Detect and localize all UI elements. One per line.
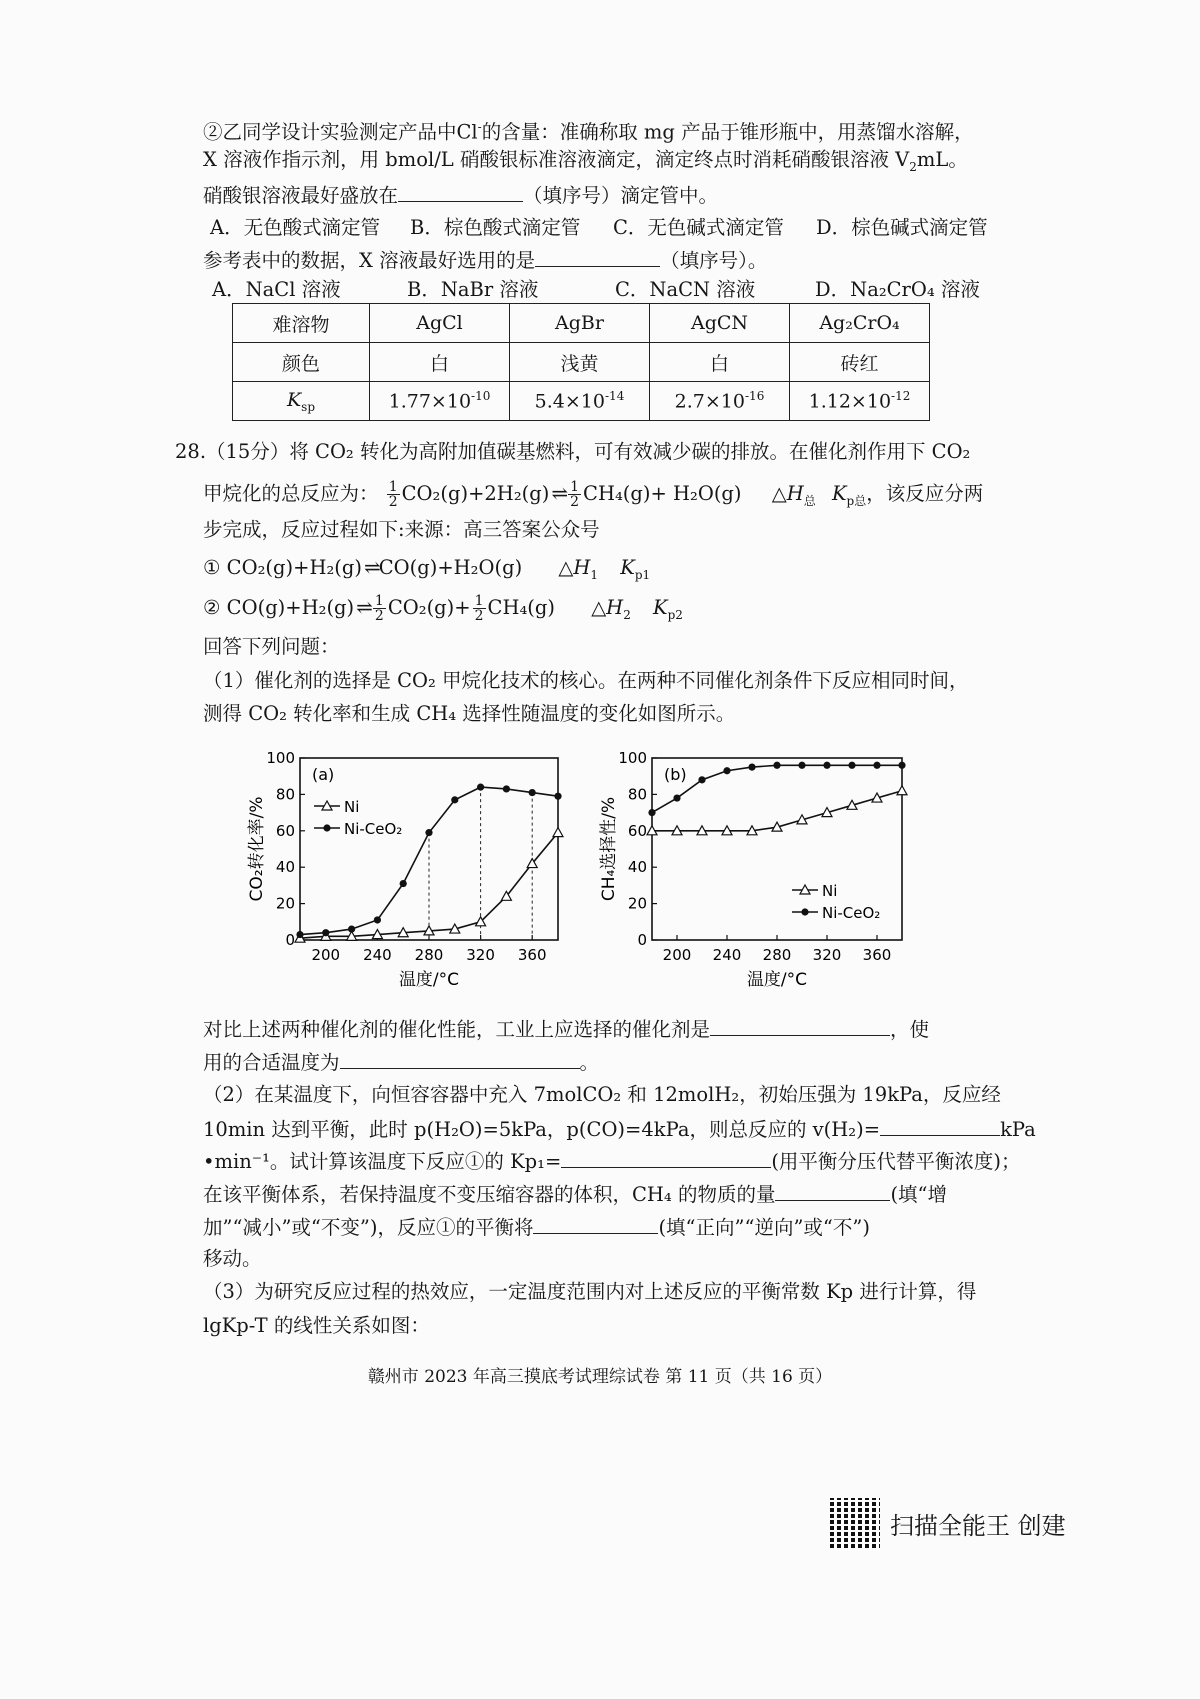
legend-marker xyxy=(323,824,330,831)
subquestion-1-line-1: （1）催化剂的选择是 CO₂ 甲烷化技术的核心。在两种不同催化剂条件下反应相同时间， xyxy=(203,669,969,692)
subquestion-3-line-1: （3）为研究反应过程的热效应，一定温度范围内对上述反应的平衡常数 Kp 进行计算，得 xyxy=(203,1280,977,1303)
y-tick-label: 100 xyxy=(266,749,295,767)
data-point xyxy=(897,786,907,795)
para-line-2: X 溶液作指示剂，用 bmol/L 硝酸银标准溶液滴定，滴定终点时消耗硝酸银溶液 $V_2mL$。 xyxy=(203,148,968,174)
data-point xyxy=(748,764,755,771)
subquestion-1-line-2: 测得 CO₂ 转化率和生成 CH₄ 选择性随温度的变化如图所示。 xyxy=(203,702,736,725)
scanner-watermark: 扫描全能王 创建 xyxy=(830,1498,1066,1548)
equilibrium-arrow-icon: ⇌ xyxy=(551,481,565,505)
y-tick-label: 40 xyxy=(627,858,647,877)
legend-label: Ni xyxy=(344,798,360,816)
chart-b-svg xyxy=(580,740,920,1005)
legend-label: Ni-CeO₂ xyxy=(822,904,881,922)
data-point xyxy=(503,785,510,792)
chart-a xyxy=(228,740,578,1009)
data-point xyxy=(425,829,432,836)
data-point xyxy=(798,762,805,769)
data-point xyxy=(296,931,303,938)
data-point xyxy=(477,784,484,791)
table-cell: 颜色 xyxy=(233,343,370,382)
table-row xyxy=(233,343,930,382)
x-tick-label: 240 xyxy=(712,946,742,964)
reaction-1: ① CO₂(g)+H₂(g) ⇌ CO(g)+H₂O(g) $\triangle H_1$ $K_{p1}$ xyxy=(203,552,650,590)
legend-marker xyxy=(801,908,808,915)
options-row-1 xyxy=(210,213,988,243)
data-point xyxy=(554,793,561,800)
answer-blank[interactable] xyxy=(880,1113,1000,1136)
answer-blank[interactable] xyxy=(340,1046,580,1069)
option-a: A．无色酸式滴定管 xyxy=(210,216,381,239)
table-row xyxy=(233,304,930,343)
answer-blank[interactable] xyxy=(398,179,523,202)
data-point xyxy=(773,762,780,769)
series-line xyxy=(300,833,558,939)
table-cell: 白 xyxy=(370,343,510,382)
table-cell: $1.77\times 10^{-10}$ xyxy=(370,382,510,421)
data-point xyxy=(723,767,730,774)
x-tick-label: 360 xyxy=(862,946,892,964)
subquestion-2-line-1: （2）在某温度下，向恒容容器中充入 7molCO₂ 和 12molH₂，初始压强为 19kPa，反应经 xyxy=(203,1083,1001,1106)
table-cell: AgBr xyxy=(510,304,650,343)
x-tick-label: 200 xyxy=(311,946,341,964)
table-cell: $1.12\times 10^{-12}$ xyxy=(790,382,930,421)
para-line-3: 硝酸银溶液最好盛放在 （填序号）滴定管中。 xyxy=(203,179,718,211)
y-tick-label: 100 xyxy=(618,749,647,767)
y-tick-label: 0 xyxy=(285,931,295,949)
subquestion-2-line-2: 10min 达到平衡，此时 p(H₂O)=5kPa，p(CO)=4kPa，则总反应的 v(H₂)= kPa xyxy=(203,1113,1036,1145)
page-footer: 赣州市 2023 年高三摸底考试理综试卷 第 11 页（共 16 页） xyxy=(367,1367,833,1387)
x-tick-label: 320 xyxy=(466,946,495,964)
subquestion-2-line-6: 移动。 xyxy=(203,1247,262,1270)
fraction: $\frac{1}{2}$ xyxy=(388,479,398,510)
equilibrium-arrow-icon: ⇌ xyxy=(363,555,377,579)
fraction: $\frac{1}{2}$ xyxy=(570,479,580,510)
question-28-total-reaction: 甲烷化的总反应为： $\frac{1}{2}$ CO₂(g)+2H₂(g) ⇌ $\frac{1}{2}$ CH₄(g)+ H₂O(g) $\triangle H_总$ $K_{p总}$，该反应分两 xyxy=(203,479,984,510)
subquestion-2-line-3: •min⁻¹。试计算该温度下反应①的 Kp₁= (用平衡分压代替平衡浓度)； xyxy=(203,1145,1021,1177)
equilibrium-arrow-icon: ⇌ xyxy=(356,595,369,619)
data-point xyxy=(648,809,655,816)
y-tick-label: 80 xyxy=(275,785,295,804)
y-tick-label: 80 xyxy=(627,785,647,804)
ksp-table xyxy=(232,303,930,421)
chart-a-svg xyxy=(228,740,578,1005)
table-cell: 浅黄 xyxy=(510,343,650,382)
table-cell: $2.7\times 10^{-16}$ xyxy=(650,382,790,421)
x-tick-label: 240 xyxy=(363,946,392,964)
data-point xyxy=(553,828,563,837)
answer-prompt: 回答下列问题： xyxy=(203,635,340,658)
x-tick-label: 360 xyxy=(517,946,547,964)
x-tick-label: 280 xyxy=(414,946,444,964)
table-cell: 砖红 xyxy=(790,343,930,382)
panel-label: (b) xyxy=(664,765,687,784)
answer-blank[interactable] xyxy=(535,244,660,267)
table-cell: $K_{sp}$ xyxy=(233,382,370,421)
table-cell: AgCN xyxy=(650,304,790,343)
option-d: D．Na₂CrO₄ 溶液 xyxy=(815,278,980,301)
subquestion-1-answer-line-2: 用的合适温度为 。 xyxy=(203,1046,599,1078)
data-point xyxy=(348,925,355,932)
data-point xyxy=(848,762,855,769)
panel-label: (a) xyxy=(312,765,335,784)
answer-blank[interactable] xyxy=(710,1013,890,1036)
legend-label: Ni-CeO₂ xyxy=(344,820,403,838)
data-point xyxy=(898,762,905,769)
data-point xyxy=(374,916,381,923)
y-tick-label: 60 xyxy=(275,821,295,840)
question-28-line-3: 步完成，反应过程如下:来源：高三答案公众号 xyxy=(203,518,600,541)
table-cell: Ag₂CrO₄ xyxy=(790,304,930,343)
subquestion-3-line-2: lgKp-T 的线性关系如图： xyxy=(203,1314,430,1337)
x-tick-label: 200 xyxy=(662,946,692,964)
series-line xyxy=(652,765,902,812)
question-number: 28. xyxy=(175,440,207,463)
x-axis-label: 温度/°C xyxy=(398,970,460,990)
answer-blank[interactable] xyxy=(775,1178,890,1201)
subquestion-2-line-4: 在该平衡体系，若保持温度不变压缩容器的体积，CH₄ 的物质的量 (填“增 xyxy=(203,1178,947,1210)
y-tick-label: 20 xyxy=(275,894,295,913)
reaction-2: ② CO(g)+H₂(g) ⇌ $\frac{1}{2}$ CO₂(g)+ $\frac{1}{2}$ CH₄(g) $\triangle H_2$ $K_{p2}$ xyxy=(203,593,683,624)
data-point xyxy=(451,796,458,803)
fraction: $\frac{1}{2}$ xyxy=(474,593,484,624)
table-cell: $5.4\times 10^{-14}$ xyxy=(510,382,650,421)
data-point xyxy=(673,794,680,801)
y-axis-label: CO₂转化率/% xyxy=(247,796,267,902)
answer-blank[interactable] xyxy=(561,1145,771,1168)
x-tick-label: 280 xyxy=(762,946,792,964)
data-point xyxy=(400,880,407,887)
option-c: C．NaCN 溶液 xyxy=(615,278,756,301)
chart-b xyxy=(580,740,920,1009)
data-point xyxy=(322,929,329,936)
option-c: C．无色碱式滴定管 xyxy=(613,216,784,239)
data-point xyxy=(823,762,830,769)
subquestion-1-answer-line-1: 对比上述两种催化剂的催化性能，工业上应选择的催化剂是 ，使 xyxy=(203,1013,929,1045)
legend-label: Ni xyxy=(822,882,838,900)
answer-blank[interactable] xyxy=(533,1211,658,1234)
table-cell: AgCl xyxy=(370,304,510,343)
subquestion-2-line-5: 加”“减小”或“不变”)，反应①的平衡将 (填“正向”“逆向”或“不”) xyxy=(203,1211,870,1243)
qr-code-icon xyxy=(830,1498,880,1548)
options-row-2 xyxy=(212,275,980,305)
option-a: A．NaCl 溶液 xyxy=(212,278,341,301)
data-point xyxy=(698,776,705,783)
para-line-4: 参考表中的数据，X 溶液最好选用的是 （填序号）。 xyxy=(203,244,767,276)
table-cell: 白 xyxy=(650,343,790,382)
option-d: D．棕色碱式滴定管 xyxy=(816,216,988,239)
fraction: $\frac{1}{2}$ xyxy=(374,593,384,624)
option-b: B．棕色酸式滴定管 xyxy=(410,216,581,239)
x-tick-label: 320 xyxy=(812,946,842,964)
data-point xyxy=(529,789,536,796)
data-point xyxy=(873,762,880,769)
question-28-line-1: 28.（15分）将 CO₂ 转化为高附加值碳基燃料，可有效减少碳的排放。在催化剂作用下 CO₂ xyxy=(175,440,971,463)
y-tick-label: 20 xyxy=(627,894,647,913)
table-cell: 难溶物 xyxy=(233,304,370,343)
y-tick-label: 60 xyxy=(627,821,647,840)
option-b: B．NaBr 溶液 xyxy=(407,278,539,301)
x-axis-label: 温度/°C xyxy=(746,970,808,990)
y-tick-label: 0 xyxy=(637,931,647,949)
table-row xyxy=(233,382,930,421)
para-line-1: ②乙同学设计实验测定产品中Cl-的含量：准确称取 mg 产品于锥形瓶中，用蒸馏水溶解， xyxy=(203,120,974,144)
y-tick-label: 40 xyxy=(275,858,295,877)
y-axis-label: CH₄选择性/% xyxy=(599,796,619,902)
